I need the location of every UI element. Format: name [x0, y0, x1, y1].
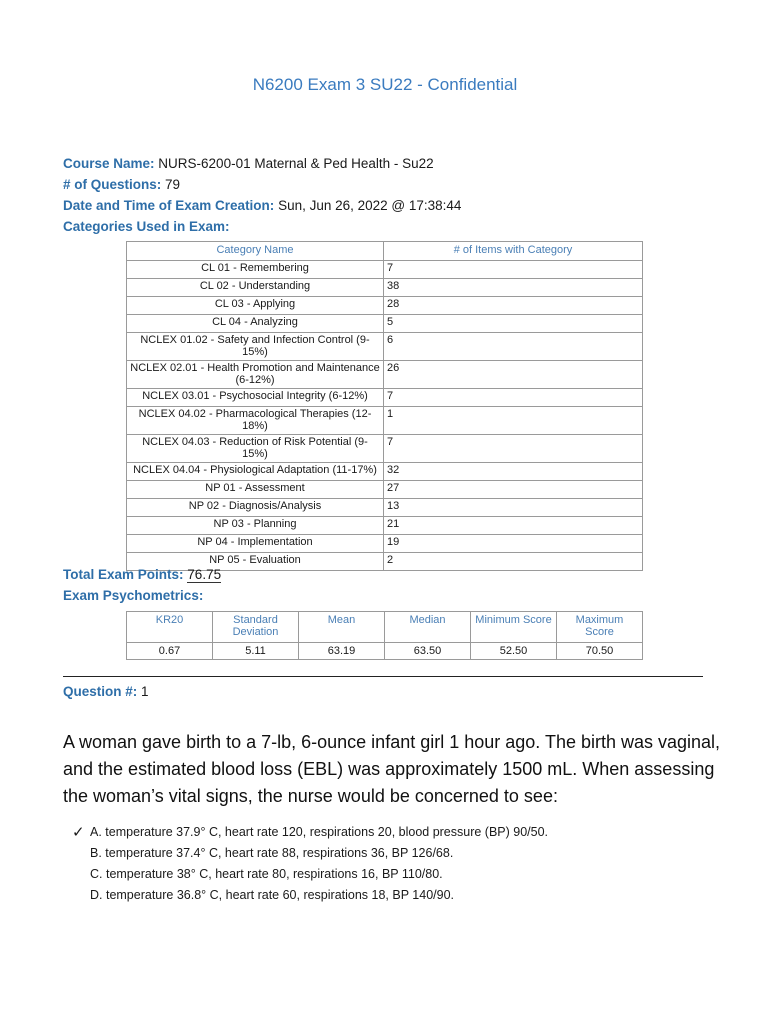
category-name: NCLEX 04.03 - Reduction of Risk Potential (9-15%)	[127, 435, 384, 463]
question-count-label: # of Questions:	[63, 177, 162, 192]
std-dev-value: 5.11	[213, 643, 299, 660]
table-row	[127, 463, 643, 481]
category-name: NCLEX 02.01 - Health Promotion and Maintenance (6-12%)	[127, 361, 384, 389]
category-name: NCLEX 01.02 - Safety and Infection Control (9-15%)	[127, 333, 384, 361]
psychometrics-heading: Exam Psychometrics:	[63, 588, 204, 603]
exam-title: N6200 Exam 3 SU22 - Confidential	[252, 75, 518, 94]
category-count: 5	[384, 315, 643, 333]
category-name: CL 04 - Analyzing	[127, 315, 384, 333]
course-name-label: Course Name:	[63, 156, 155, 171]
category-count: 7	[384, 389, 643, 407]
question-number	[63, 684, 149, 699]
question-count-value: 79	[165, 177, 181, 192]
creation-date-line	[63, 195, 461, 216]
answer-option-text: C. temperature 38° C, heart rate 80, respirations 16, BP 110/80.	[90, 867, 443, 881]
table-row	[127, 535, 643, 553]
answer-option-d	[72, 885, 548, 906]
question-number-value: 1	[141, 684, 149, 699]
exam-metadata	[63, 153, 461, 237]
table-row	[127, 279, 643, 297]
category-name: NP 05 - Evaluation	[127, 553, 384, 571]
question-text: A woman gave birth to a 7-lb, 6-ounce infant girl 1 hour ago. The birth was vaginal, and the estimated blood loss (EBL) was approximately 1500 mL. When assessing the woman’s vital signs, the nurse would be concerned to see:	[63, 732, 721, 806]
category-name: NP 03 - Planning	[127, 517, 384, 535]
section-divider	[63, 676, 703, 677]
table-row	[127, 333, 643, 361]
table-row	[127, 435, 643, 463]
creation-date-value: Sun, Jun 26, 2022 @ 17:38:44	[278, 198, 462, 213]
mean-value: 63.19	[299, 643, 385, 660]
table-row	[127, 315, 643, 333]
min-score-value: 52.50	[471, 643, 557, 660]
category-count: 26	[384, 361, 643, 389]
category-count-header: # of Items with Category	[384, 242, 643, 261]
median-value: 63.50	[385, 643, 471, 660]
table-row	[127, 389, 643, 407]
category-count: 27	[384, 481, 643, 499]
answer-option-text: B. temperature 37.4° C, heart rate 88, respirations 36, BP 126/68.	[90, 846, 454, 860]
category-count: 38	[384, 279, 643, 297]
total-points-line	[63, 564, 221, 585]
categories-heading: Categories Used in Exam:	[63, 219, 230, 234]
total-points-value: 76.75	[187, 567, 222, 582]
category-count: 6	[384, 333, 643, 361]
psychometrics-values-row	[127, 643, 643, 660]
category-count: 7	[384, 261, 643, 279]
kr20-value: 0.67	[127, 643, 213, 660]
table-row	[127, 261, 643, 279]
answer-option-a	[72, 822, 548, 843]
category-name: CL 02 - Understanding	[127, 279, 384, 297]
course-name-value: NURS-6200-01 Maternal & Ped Health - Su22	[158, 156, 434, 171]
question-count-line	[63, 174, 461, 195]
total-points-label: Total Exam Points:	[63, 567, 184, 582]
exam-totals	[63, 564, 221, 606]
question-number-label: Question #:	[63, 684, 138, 699]
psychometrics-heading-line	[63, 585, 221, 606]
category-name: NCLEX 03.01 - Psychosocial Integrity (6-12%)	[127, 389, 384, 407]
categories-header-row	[127, 242, 643, 261]
answer-option-b	[72, 843, 548, 864]
categories-heading-line	[63, 216, 461, 237]
table-row	[127, 499, 643, 517]
psychometrics-header-row	[127, 612, 643, 643]
category-name: NP 04 - Implementation	[127, 535, 384, 553]
table-row	[127, 297, 643, 315]
category-count: 19	[384, 535, 643, 553]
course-name-line	[63, 153, 461, 174]
table-row	[127, 517, 643, 535]
category-name: NP 02 - Diagnosis/Analysis	[127, 499, 384, 517]
category-count: 2	[384, 553, 643, 571]
answer-options	[72, 822, 548, 906]
max-score-value: 70.50	[557, 643, 643, 660]
median-header: Median	[385, 612, 471, 643]
answer-option-text: D. temperature 36.8° C, heart rate 60, respirations 18, BP 140/90.	[90, 888, 455, 902]
creation-date-label: Date and Time of Exam Creation:	[63, 198, 275, 213]
categories-table	[126, 241, 643, 571]
max-score-header: Maximum Score	[557, 612, 643, 643]
min-score-header: Minimum Score	[471, 612, 557, 643]
category-count: 13	[384, 499, 643, 517]
table-row	[127, 361, 643, 389]
category-count: 1	[384, 407, 643, 435]
category-count: 28	[384, 297, 643, 315]
category-name-header: Category Name	[127, 242, 384, 261]
category-name: NP 01 - Assessment	[127, 481, 384, 499]
check-mark-icon: ✓	[72, 824, 85, 841]
category-count: 32	[384, 463, 643, 481]
table-row	[127, 407, 643, 435]
category-name: NCLEX 04.02 - Pharmacological Therapies (12-18%)	[127, 407, 384, 435]
category-count: 21	[384, 517, 643, 535]
psychometrics-table	[126, 611, 643, 660]
answer-option-text: A. temperature 37.9° C, heart rate 120, respirations 20, blood pressure (BP) 90/50.	[90, 825, 549, 839]
category-name: CL 03 - Applying	[127, 297, 384, 315]
table-row	[127, 481, 643, 499]
std-dev-header: Standard Deviation	[213, 612, 299, 643]
mean-header: Mean	[299, 612, 385, 643]
category-name: NCLEX 04.04 - Physiological Adaptation (11-17%)	[127, 463, 384, 481]
category-name: CL 01 - Remembering	[127, 261, 384, 279]
kr20-header: KR20	[127, 612, 213, 643]
category-count: 7	[384, 435, 643, 463]
answer-option-c	[72, 864, 548, 885]
